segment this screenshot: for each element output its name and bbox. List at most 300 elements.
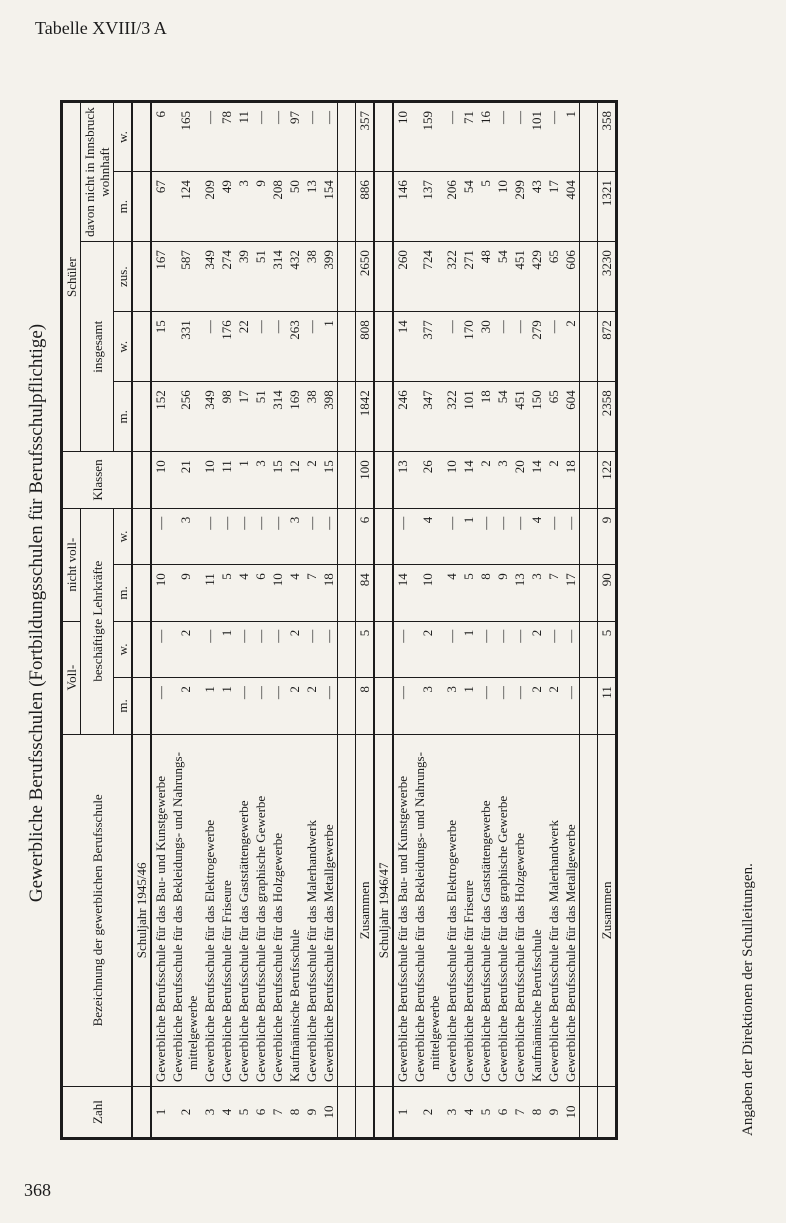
total-row: [598, 102, 617, 1139]
cell-kl: 26: [411, 452, 443, 508]
cell-dw: —: [252, 102, 269, 172]
table-row: [286, 102, 303, 1139]
cell-nw: —: [477, 508, 494, 564]
header-beschaeftigte-lehrkraefte: beschäftigte Lehrkräfte: [81, 508, 114, 734]
section-label: Schuljahr 1946/47: [374, 734, 393, 1086]
cell-vm: 1: [201, 678, 218, 734]
total-im: 1842: [356, 382, 375, 452]
table-row: [303, 102, 320, 1139]
school-name: [169, 734, 201, 1086]
cell-iz: 432: [286, 242, 303, 312]
cell-iz: 399: [320, 242, 338, 312]
cell-im: 152: [151, 382, 169, 452]
cell-vw: 2: [169, 621, 201, 677]
cell-kl: 20: [511, 452, 528, 508]
school-name-text: Gewerbliche Berufsschule für das Metallgewerbe: [563, 824, 578, 1083]
school-name: [269, 734, 286, 1086]
cell-dw: 11: [235, 102, 252, 172]
table-row: [460, 102, 477, 1139]
cell-nw: —: [252, 508, 269, 564]
section-label: Schuljahr 1945/46: [132, 734, 151, 1086]
cell-nm: 3: [528, 565, 545, 621]
row-number: 3: [201, 1087, 218, 1139]
school-name-text: Gewerbliche Berufsschule für das Gaststättengewerbe: [478, 800, 493, 1083]
cell-iw: 279: [528, 312, 545, 382]
cell-vm: —: [235, 678, 252, 734]
cell-nm: 4: [235, 565, 252, 621]
school-name: [151, 734, 169, 1086]
table-row: [218, 102, 235, 1139]
cell-vw: —: [545, 621, 562, 677]
table-row: [269, 102, 286, 1139]
header-schueler: Schüler: [62, 102, 81, 452]
cell-iw: —: [443, 312, 460, 382]
cell-nw: —: [303, 508, 320, 564]
row-number: 4: [218, 1087, 235, 1139]
total-nm: 90: [598, 565, 617, 621]
cell-vw: —: [562, 621, 580, 677]
school-name-text: Gewerbliche Berufsschule für das Holzgewerbe: [270, 832, 285, 1083]
cell-iw: 170: [460, 312, 477, 382]
school-name-text: Gewerbliche Berufsschule für das Malerhandwerk: [546, 819, 561, 1083]
cell-vm: 2: [169, 678, 201, 734]
row-number: 1: [393, 1087, 411, 1139]
cell-kl: 12: [286, 452, 303, 508]
cell-iz: 271: [460, 242, 477, 312]
row-number: 8: [286, 1087, 303, 1139]
cell-iz: 314: [269, 242, 286, 312]
cell-dw: —: [303, 102, 320, 172]
row-number: 9: [303, 1087, 320, 1139]
cell-kl: 11: [218, 452, 235, 508]
cell-iw: 15: [151, 312, 169, 382]
cell-im: 347: [411, 382, 443, 452]
cell-dw: —: [494, 102, 511, 172]
cell-iw: 331: [169, 312, 201, 382]
row-number: 8: [528, 1087, 545, 1139]
cell-im: 18: [477, 382, 494, 452]
cell-iw: —: [201, 312, 218, 382]
cell-kl: 10: [151, 452, 169, 508]
cell-nw: —: [218, 508, 235, 564]
total-kl: 100: [356, 452, 375, 508]
table-row: [393, 102, 411, 1139]
cell-vm: —: [393, 678, 411, 734]
total-nw: 6: [356, 508, 375, 564]
cell-nm: 14: [393, 565, 411, 621]
cell-nw: 3: [286, 508, 303, 564]
cell-nw: —: [494, 508, 511, 564]
cell-iz: 274: [218, 242, 235, 312]
table-row: [494, 102, 511, 1139]
cell-nm: 8: [477, 565, 494, 621]
cell-dw: 165: [169, 102, 201, 172]
row-number: 7: [269, 1087, 286, 1139]
cell-nm: 10: [151, 565, 169, 621]
table-row: [545, 102, 562, 1139]
cell-im: 51: [252, 382, 269, 452]
table-row: [562, 102, 580, 1139]
cell-dw: 101: [528, 102, 545, 172]
cell-dm: 13: [303, 172, 320, 242]
cell-iw: 22: [235, 312, 252, 382]
total-iw: 872: [598, 312, 617, 382]
spacer-row: [580, 102, 598, 1139]
row-number: 4: [460, 1087, 477, 1139]
cell-nm: 7: [545, 565, 562, 621]
cell-im: 314: [269, 382, 286, 452]
cell-im: 150: [528, 382, 545, 452]
header-w: w.: [114, 102, 133, 172]
cell-vw: —: [494, 621, 511, 677]
cell-im: 451: [511, 382, 528, 452]
cell-im: 256: [169, 382, 201, 452]
cell-iw: 377: [411, 312, 443, 382]
row-number: 2: [411, 1087, 443, 1139]
cell-vm: 1: [218, 678, 235, 734]
header-w: w.: [114, 508, 133, 564]
cell-vm: 3: [443, 678, 460, 734]
cell-kl: 2: [545, 452, 562, 508]
school-name-text: Gewerbliche Berufsschule für das Holzgewerbe: [512, 832, 527, 1083]
cell-iz: 260: [393, 242, 411, 312]
cell-iw: —: [511, 312, 528, 382]
cell-dm: 49: [218, 172, 235, 242]
cell-dw: 78: [218, 102, 235, 172]
school-name-text: Gewerbliche Berufsschule für das graphische Gewerbe: [253, 795, 268, 1083]
cell-dw: 159: [411, 102, 443, 172]
row-number: 6: [494, 1087, 511, 1139]
school-name: [411, 734, 443, 1086]
cell-iw: 2: [562, 312, 580, 382]
cell-vw: —: [252, 621, 269, 677]
statistics-table: [60, 100, 618, 1140]
school-name: [460, 734, 477, 1086]
cell-vw: 1: [218, 621, 235, 677]
cell-nm: 13: [511, 565, 528, 621]
cell-im: 398: [320, 382, 338, 452]
cell-vw: 2: [528, 621, 545, 677]
school-name-text: Gewerbliche Berufsschule für das Bau- und Kunstgewerbe: [153, 775, 168, 1083]
cell-vw: —: [303, 621, 320, 677]
total-vm: 11: [598, 678, 617, 734]
cell-dm: 146: [393, 172, 411, 242]
cell-iw: 30: [477, 312, 494, 382]
cell-im: 54: [494, 382, 511, 452]
cell-kl: 15: [269, 452, 286, 508]
header-klassen: Klassen: [62, 452, 133, 508]
school-name: [201, 734, 218, 1086]
cell-dw: 71: [460, 102, 477, 172]
total-dw: 358: [598, 102, 617, 172]
table-number: Tabelle XVIII/3 A: [35, 18, 167, 38]
header-zahl: Zahl: [62, 1087, 133, 1139]
cell-iz: 724: [411, 242, 443, 312]
cell-nm: 7: [303, 565, 320, 621]
cell-im: 246: [393, 382, 411, 452]
cell-kl: 2: [303, 452, 320, 508]
cell-iz: 606: [562, 242, 580, 312]
cell-dw: —: [545, 102, 562, 172]
cell-nm: 9: [169, 565, 201, 621]
school-name: [235, 734, 252, 1086]
header-m: m.: [114, 565, 133, 621]
school-name: [477, 734, 494, 1086]
header-voll: Voll-: [62, 621, 81, 734]
cell-vm: —: [562, 678, 580, 734]
cell-iz: 65: [545, 242, 562, 312]
cell-dm: 10: [494, 172, 511, 242]
page-title: Gewerbliche Berufsschulen (Fortbildungsschulen für Berufsschulpflichtige): [26, 323, 47, 903]
school-name-text: Gewerbliche Berufsschule für das Metallgewerbe: [321, 824, 336, 1083]
header-m: m.: [114, 172, 133, 242]
cell-nw: —: [235, 508, 252, 564]
cell-iw: 263: [286, 312, 303, 382]
cell-dw: 16: [477, 102, 494, 172]
cell-nm: 10: [269, 565, 286, 621]
cell-vm: —: [269, 678, 286, 734]
spacer-row: [338, 102, 356, 1139]
cell-kl: 3: [252, 452, 269, 508]
cell-iw: —: [545, 312, 562, 382]
cell-nw: 1: [460, 508, 477, 564]
cell-kl: 14: [528, 452, 545, 508]
header-davon-nicht: davon nicht in Innsbruck wohnhaft: [81, 102, 114, 242]
cell-iz: 38: [303, 242, 320, 312]
page-number: 368: [24, 1180, 51, 1200]
row-number: 9: [545, 1087, 562, 1139]
cell-dm: 206: [443, 172, 460, 242]
row-number: 1: [151, 1087, 169, 1139]
total-dm: 886: [356, 172, 375, 242]
cell-vm: 2: [528, 678, 545, 734]
table-row: [411, 102, 443, 1139]
school-name-continuation: mittelgewerbe: [185, 995, 200, 1071]
table-row: [252, 102, 269, 1139]
cell-iz: 167: [151, 242, 169, 312]
cell-nm: 9: [494, 565, 511, 621]
cell-iz: 322: [443, 242, 460, 312]
total-label: Zusammen: [598, 734, 617, 1086]
cell-kl: 14: [460, 452, 477, 508]
header-zus: zus.: [114, 242, 133, 312]
cell-vm: —: [320, 678, 338, 734]
table-row: [151, 102, 169, 1139]
total-dw: 357: [356, 102, 375, 172]
cell-im: 349: [201, 382, 218, 452]
cell-im: 65: [545, 382, 562, 452]
cell-dm: 9: [252, 172, 269, 242]
total-label: Zusammen: [356, 734, 375, 1086]
total-row: [356, 102, 375, 1139]
cell-dm: 43: [528, 172, 545, 242]
cell-kl: 10: [201, 452, 218, 508]
table-row: [169, 102, 201, 1139]
table-row: [511, 102, 528, 1139]
table-row: [235, 102, 252, 1139]
cell-nw: —: [545, 508, 562, 564]
cell-dm: 124: [169, 172, 201, 242]
cell-vw: 1: [460, 621, 477, 677]
cell-dm: 404: [562, 172, 580, 242]
school-name-text: Gewerbliche Berufsschule für das Malerhandwerk: [304, 819, 319, 1083]
school-name-text: Gewerbliche Berufsschule für Friseure: [461, 880, 476, 1083]
cell-iw: 176: [218, 312, 235, 382]
school-name: [252, 734, 269, 1086]
cell-iw: 14: [393, 312, 411, 382]
row-number: 3: [443, 1087, 460, 1139]
cell-nw: 4: [528, 508, 545, 564]
cell-vm: —: [511, 678, 528, 734]
cell-vm: 3: [411, 678, 443, 734]
cell-iw: —: [494, 312, 511, 382]
cell-kl: 21: [169, 452, 201, 508]
cell-im: 322: [443, 382, 460, 452]
school-name-continuation: mittelgewerbe: [427, 995, 442, 1071]
cell-dw: —: [511, 102, 528, 172]
cell-iz: 39: [235, 242, 252, 312]
cell-vw: —: [320, 621, 338, 677]
total-iw: 808: [356, 312, 375, 382]
row-number: 7: [511, 1087, 528, 1139]
cell-dm: 50: [286, 172, 303, 242]
cell-dm: 154: [320, 172, 338, 242]
cell-vw: —: [151, 621, 169, 677]
cell-im: 38: [303, 382, 320, 452]
cell-dm: 3: [235, 172, 252, 242]
cell-iz: 54: [494, 242, 511, 312]
cell-nm: 5: [218, 565, 235, 621]
cell-kl: 2: [477, 452, 494, 508]
total-iz: 3230: [598, 242, 617, 312]
cell-nw: —: [320, 508, 338, 564]
cell-vm: 2: [545, 678, 562, 734]
header-nicht-voll: nicht voll-: [62, 508, 81, 621]
table-row: [443, 102, 460, 1139]
school-name-text: Gewerbliche Berufsschule für das Bau- und Kunstgewerbe: [395, 775, 410, 1083]
school-name: [528, 734, 545, 1086]
cell-iz: 429: [528, 242, 545, 312]
total-kl: 122: [598, 452, 617, 508]
header-w: w.: [114, 312, 133, 382]
cell-nm: 11: [201, 565, 218, 621]
cell-dm: 5: [477, 172, 494, 242]
total-iz: 2650: [356, 242, 375, 312]
school-name: [443, 734, 460, 1086]
cell-nw: 3: [169, 508, 201, 564]
table-body: [132, 102, 617, 1139]
row-number: 10: [320, 1087, 338, 1139]
cell-nw: —: [269, 508, 286, 564]
school-name: [545, 734, 562, 1086]
school-name-text: Gewerbliche Berufsschule für das graphische Gewerbe: [495, 795, 510, 1083]
total-im: 2358: [598, 382, 617, 452]
cell-nm: 17: [562, 565, 580, 621]
cell-nw: —: [393, 508, 411, 564]
school-name-text: Gewerbliche Berufsschule für das Elektrogewerbe: [444, 819, 459, 1083]
cell-vm: 2: [303, 678, 320, 734]
table-row: [528, 102, 545, 1139]
cell-dm: 208: [269, 172, 286, 242]
cell-dm: 67: [151, 172, 169, 242]
total-vw: 5: [356, 621, 375, 677]
cell-iz: 51: [252, 242, 269, 312]
cell-dm: 137: [411, 172, 443, 242]
school-name-text: Gewerbliche Berufsschule für das Bekleidungs- und Nahrungs-: [412, 752, 427, 1083]
cell-kl: 18: [562, 452, 580, 508]
cell-nm: 10: [411, 565, 443, 621]
header-insgesamt: insgesamt: [81, 242, 114, 452]
cell-kl: 3: [494, 452, 511, 508]
cell-vm: —: [151, 678, 169, 734]
cell-dw: 6: [151, 102, 169, 172]
cell-nw: —: [562, 508, 580, 564]
school-name-text: Gewerbliche Berufsschule für das Elektrogewerbe: [202, 819, 217, 1083]
cell-iw: —: [269, 312, 286, 382]
row-number: 2: [169, 1087, 201, 1139]
table-row: [201, 102, 218, 1139]
cell-iw: 1: [320, 312, 338, 382]
cell-vw: —: [235, 621, 252, 677]
header-w: w.: [114, 621, 133, 677]
cell-dm: 299: [511, 172, 528, 242]
cell-vw: —: [477, 621, 494, 677]
cell-vm: 2: [286, 678, 303, 734]
cell-iw: —: [252, 312, 269, 382]
cell-dw: —: [269, 102, 286, 172]
cell-vw: —: [201, 621, 218, 677]
cell-vw: —: [393, 621, 411, 677]
school-name: [320, 734, 338, 1086]
cell-kl: 13: [393, 452, 411, 508]
row-number: 5: [477, 1087, 494, 1139]
cell-vw: 2: [286, 621, 303, 677]
cell-im: 604: [562, 382, 580, 452]
school-name: [218, 734, 235, 1086]
cell-vw: —: [443, 621, 460, 677]
school-name: [393, 734, 411, 1086]
cell-nw: —: [201, 508, 218, 564]
cell-kl: 10: [443, 452, 460, 508]
row-number: 6: [252, 1087, 269, 1139]
cell-dw: —: [443, 102, 460, 172]
cell-nm: 5: [460, 565, 477, 621]
cell-dm: 54: [460, 172, 477, 242]
cell-dw: —: [320, 102, 338, 172]
school-name: [511, 734, 528, 1086]
table-row: [477, 102, 494, 1139]
cell-iz: 451: [511, 242, 528, 312]
cell-dw: 97: [286, 102, 303, 172]
school-name-text: Gewerbliche Berufsschule für Friseure: [219, 880, 234, 1083]
school-name: [562, 734, 580, 1086]
school-name: [494, 734, 511, 1086]
cell-vm: —: [494, 678, 511, 734]
cell-dm: 209: [201, 172, 218, 242]
header-bezeichnung: Bezeichnung der gewerblichen Berufsschule: [62, 734, 133, 1086]
cell-kl: 1: [235, 452, 252, 508]
cell-vm: —: [252, 678, 269, 734]
row-number: 10: [562, 1087, 580, 1139]
cell-nm: 4: [443, 565, 460, 621]
cell-dw: 1: [562, 102, 580, 172]
cell-dw: 10: [393, 102, 411, 172]
cell-kl: 15: [320, 452, 338, 508]
cell-dm: 17: [545, 172, 562, 242]
row-number: 5: [235, 1087, 252, 1139]
cell-im: 98: [218, 382, 235, 452]
total-dm: 1321: [598, 172, 617, 242]
